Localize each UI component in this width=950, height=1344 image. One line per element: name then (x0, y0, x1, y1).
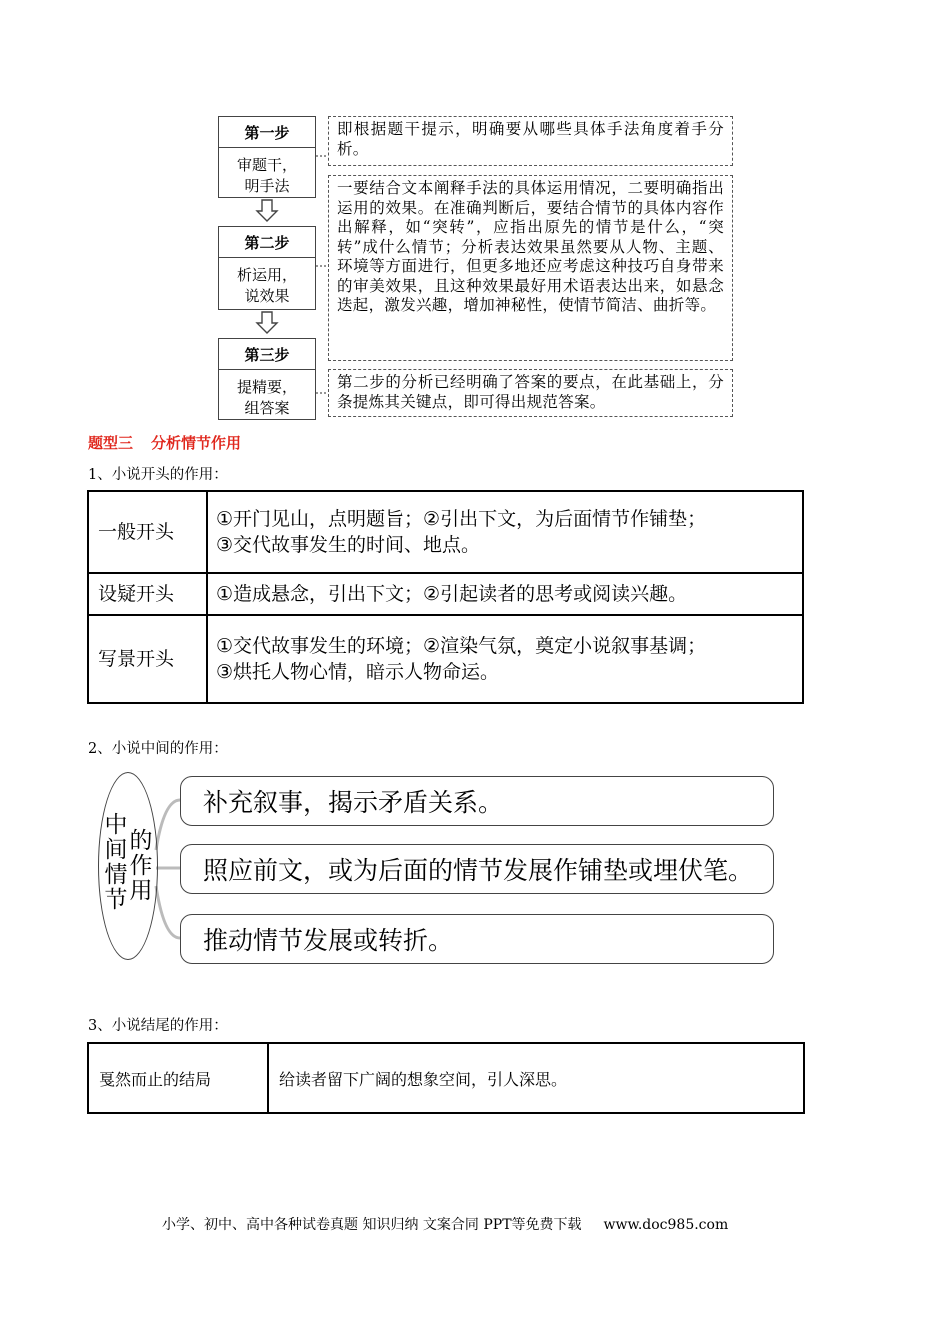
ending-heading: 3、小说结尾的作用： (88, 1018, 228, 1034)
section-title: 分析情节作用 (151, 434, 242, 452)
step-1-title: 第一步 (219, 117, 315, 148)
footer-site: www.doc985.com (603, 1217, 729, 1233)
step-3-bracket-icon (316, 368, 328, 418)
section-heading (88, 432, 241, 453)
opening-effect: ①交代故事发生的环境；②渲染气氛，奠定小说叙事基调； ③烘托人物心情，暗示人物命运。 (207, 615, 803, 703)
step-2-title: 第二步 (219, 227, 315, 258)
center-label-col2: 的 作 用 (129, 828, 153, 904)
opening-type: 设疑开头 (88, 573, 207, 615)
step-3-description: 第二步的分析已经明确了答案的要点，在此基础上，分条提炼其关键点，即可得出规范答案。 (328, 369, 733, 417)
step-2-subtitle: 析运用， 说效果 (236, 266, 297, 305)
footer (162, 1214, 728, 1234)
ending-type: 戛然而止的结局 (88, 1043, 268, 1113)
ending-effect: 给读者留下广阔的想象空间，引人深思。 (268, 1043, 804, 1113)
opening-table (87, 490, 804, 704)
center-ellipse (98, 772, 158, 960)
steps-diagram (0, 0, 950, 430)
middle-heading: 2、小说中间的作用： (88, 741, 228, 757)
middle-item-3: 推动情节发展或转折。 (180, 914, 774, 964)
section-label: 题型三 (88, 434, 134, 452)
step-3-box (218, 338, 316, 420)
step-3-subtitle: 提精要， 组答案 (236, 378, 297, 417)
down-arrow-icon (255, 311, 279, 335)
middle-item-2: 照应前文，或为后面的情节发展作铺垫或埋伏笔。 (180, 844, 774, 894)
table-row (88, 573, 803, 615)
step-2-box (218, 226, 316, 310)
down-arrow-icon (255, 199, 279, 223)
step-3-title: 第三步 (219, 339, 315, 370)
opening-type: 一般开头 (88, 491, 207, 573)
step-2-description: 一要结合文本阐释手法的具体运用情况，二要明确指出运用的效果。在准确判断后，要结合情节的具体内容作出解释，如“突转”，应指出原先的情节是什么，“突转”成什么情节；分析表达效果虽然要从人物、主题、环境等方面进行，但更多地还应考虑这种技巧自身带来的审美效果，且这种效果最好用术语表达出来，如悬念迭起，激发兴趣，增加神秘性，使情节简洁、曲折等。 (328, 175, 733, 361)
opening-type: 写景开头 (88, 615, 207, 703)
step-2-bracket-icon (316, 176, 328, 360)
center-label-col1: 中 间 情 节 (104, 812, 128, 913)
table-row (88, 1043, 804, 1113)
opening-heading: 1、小说开头的作用： (88, 467, 228, 483)
opening-effect: ①开门见山，点明题旨；②引出下文，为后面情节作铺垫； ③交代故事发生的时间、地点。 (207, 491, 803, 573)
footer-text: 小学、初中、高中各种试卷真题 知识归纳 文案合同 PPT等免费下载 (162, 1217, 582, 1233)
step-1-box (218, 116, 316, 198)
middle-diagram (0, 760, 950, 980)
ending-table (87, 1042, 805, 1114)
step-1-description: 即根据题干提示，明确要从哪些具体手法角度着手分析。 (328, 116, 733, 166)
step-1-subtitle: 审题干， 明手法 (236, 156, 297, 195)
table-row (88, 615, 803, 703)
opening-effect: ①造成悬念，引出下文；②引起读者的思考或阅读兴趣。 (207, 573, 803, 615)
table-row (88, 491, 803, 573)
middle-item-1: 补充叙事，揭示矛盾关系。 (180, 776, 774, 826)
